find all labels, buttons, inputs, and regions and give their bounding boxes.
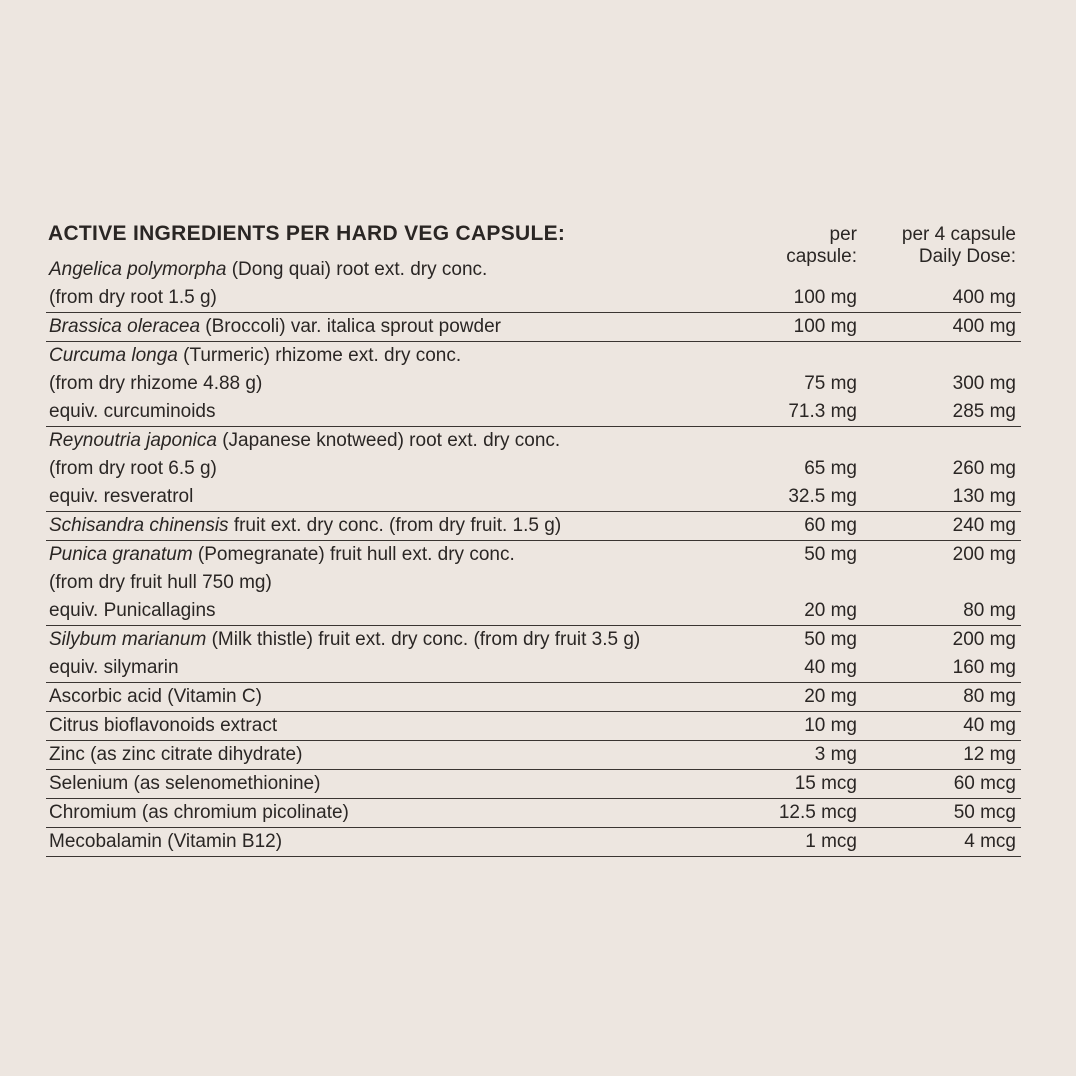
ingredient-name: [46, 259, 697, 281]
column-header-line: capsule:: [786, 246, 857, 267]
ingredient-description: Zinc (as zinc citrate dihydrate): [49, 744, 303, 765]
amount-daily-dose: 60 mcg: [953, 773, 1016, 794]
ingredient-name: [46, 544, 697, 566]
table-row: [46, 799, 1021, 827]
table-row: [46, 455, 1021, 483]
amount-per-capsule: 50 mg: [804, 544, 857, 565]
ingredient-description: Selenium (as selenomethionine): [49, 773, 321, 794]
ingredient-name: [46, 486, 697, 508]
amount-daily-dose: 300 mg: [952, 373, 1016, 394]
amount-daily-dose: 400 mg: [952, 316, 1016, 337]
amount-per-capsule: 40 mg: [804, 657, 857, 678]
ingredient-group: [46, 313, 1021, 342]
column-header-line: Daily Dose:: [918, 246, 1016, 267]
ingredient-description: Mecobalamin (Vitamin B12): [49, 831, 283, 852]
ingredient-description: (Turmeric) rhizome ext. dry conc.: [177, 345, 462, 366]
amount-daily-dose: 40 mg: [963, 715, 1016, 736]
table-row: [46, 541, 1021, 569]
table-row: [46, 712, 1021, 740]
table-row: [46, 828, 1021, 856]
ingredient-description: (Milk thistle) fruit ext. dry conc. (from dry fruit 3.5 g): [206, 629, 641, 650]
table-row: [46, 683, 1021, 711]
table-header: [46, 222, 1021, 267]
ingredient-botanical-name: Angelica polymorpha: [49, 259, 227, 280]
page-title: ACTIVE INGREDIENTS PER HARD VEG CAPSULE:: [48, 222, 566, 245]
ingredient-botanical-name: Punica granatum: [49, 544, 193, 565]
ingredient-description: Citrus bioflavonoids extract: [49, 715, 278, 736]
amount-per-capsule: 100 mg: [793, 316, 857, 337]
amount-per-capsule: 75 mg: [804, 373, 857, 394]
amount-daily-dose: 12 mg: [963, 744, 1016, 765]
amount-per-capsule: 50 mg: [804, 629, 857, 650]
amount-per-capsule: 60 mg: [804, 515, 857, 536]
ingredients-table: [46, 256, 1021, 857]
amount-daily-dose: 285 mg: [952, 401, 1016, 422]
ingredient-description: (from dry fruit hull 750 mg): [49, 572, 272, 593]
ingredient-name: [46, 316, 697, 338]
ingredient-group: [46, 683, 1021, 712]
amount-daily-dose: 4 mcg: [964, 831, 1016, 852]
ingredient-group: [46, 427, 1021, 512]
amount-per-capsule: 1 mcg: [805, 831, 857, 852]
ingredient-description: (Broccoli) var. italica sprout powder: [200, 316, 501, 337]
ingredient-description: equiv. curcuminoids: [49, 401, 216, 422]
table-row: [46, 427, 1021, 455]
ingredient-description: (Dong quai) root ext. dry conc.: [226, 259, 488, 280]
amount-per-capsule: 20 mg: [804, 686, 857, 707]
table-row: [46, 512, 1021, 540]
column-header-daily-dose: [902, 224, 1016, 268]
column-header-line: per: [829, 224, 857, 245]
ingredient-group: [46, 342, 1021, 427]
column-header-per-capsule: [786, 224, 857, 268]
amount-daily-dose: 200 mg: [952, 544, 1016, 565]
table-row: [46, 741, 1021, 769]
ingredient-name: [46, 657, 697, 679]
ingredient-description: (from dry root 1.5 g): [49, 287, 217, 308]
amount-daily-dose: 80 mg: [963, 686, 1016, 707]
ingredients-panel: [46, 222, 1021, 857]
amount-per-capsule: 10 mg: [804, 715, 857, 736]
ingredient-description: fruit ext. dry conc. (from dry fruit. 1.5 g): [228, 515, 562, 536]
ingredient-name: [46, 430, 697, 452]
ingredient-name: [46, 373, 697, 395]
ingredient-description: Ascorbic acid (Vitamin C): [49, 686, 262, 707]
ingredient-name: [46, 572, 697, 594]
column-header-line: per 4 capsule: [901, 224, 1016, 245]
ingredient-name: [46, 287, 697, 309]
ingredient-name: [46, 515, 697, 537]
ingredient-group: [46, 799, 1021, 828]
ingredient-name: [46, 686, 697, 708]
ingredient-name: [46, 744, 697, 766]
amount-daily-dose: 400 mg: [952, 287, 1016, 308]
table-row: [46, 626, 1021, 654]
table-row: [46, 370, 1021, 398]
table-row: [46, 569, 1021, 597]
amount-daily-dose: 160 mg: [952, 657, 1016, 678]
amount-daily-dose: 260 mg: [952, 458, 1016, 479]
table-row: [46, 284, 1021, 312]
amount-daily-dose: 200 mg: [952, 629, 1016, 650]
ingredient-group: [46, 828, 1021, 857]
ingredient-botanical-name: Silybum marianum: [49, 629, 207, 650]
ingredient-group: [46, 626, 1021, 683]
ingredient-description: equiv. Punicallagins: [49, 600, 216, 621]
table-row: [46, 654, 1021, 682]
ingredient-name: [46, 401, 697, 423]
ingredient-name: [46, 458, 697, 480]
ingredient-name: [46, 345, 697, 367]
ingredient-description: equiv. silymarin: [49, 657, 179, 678]
ingredient-group: [46, 770, 1021, 799]
ingredient-botanical-name: Schisandra chinensis: [49, 515, 229, 536]
ingredient-group: [46, 256, 1021, 313]
table-row: [46, 342, 1021, 370]
table-row: [46, 597, 1021, 625]
ingredient-description: (from dry rhizome 4.88 g): [49, 373, 263, 394]
ingredient-name: [46, 629, 697, 651]
ingredient-name: [46, 600, 697, 622]
amount-per-capsule: 20 mg: [804, 600, 857, 621]
amount-daily-dose: 80 mg: [963, 600, 1016, 621]
ingredient-botanical-name: Curcuma longa: [49, 345, 178, 366]
amount-daily-dose: 240 mg: [952, 515, 1016, 536]
ingredient-group: [46, 741, 1021, 770]
amount-daily-dose: 50 mcg: [953, 802, 1016, 823]
amount-per-capsule: 71.3 mg: [788, 401, 857, 422]
amount-daily-dose: 130 mg: [952, 486, 1016, 507]
table-row: [46, 313, 1021, 341]
table-row: [46, 770, 1021, 798]
ingredient-group: [46, 712, 1021, 741]
table-row: [46, 483, 1021, 511]
ingredient-name: [46, 773, 697, 795]
amount-per-capsule: 3 mg: [814, 744, 857, 765]
ingredient-description: equiv. resveratrol: [49, 486, 194, 507]
ingredient-botanical-name: Reynoutria japonica: [49, 430, 217, 451]
ingredient-group: [46, 512, 1021, 541]
amount-per-capsule: 32.5 mg: [788, 486, 857, 507]
amount-per-capsule: 65 mg: [804, 458, 857, 479]
table-row: [46, 398, 1021, 426]
ingredient-botanical-name: Brassica oleracea: [49, 316, 201, 337]
ingredient-name: [46, 715, 697, 737]
ingredient-description: (from dry root 6.5 g): [49, 458, 217, 479]
amount-per-capsule: 100 mg: [793, 287, 857, 308]
table-row: [46, 256, 1021, 284]
ingredient-name: [46, 831, 697, 853]
ingredient-description: (Pomegranate) fruit hull ext. dry conc.: [192, 544, 515, 565]
ingredient-description: Chromium (as chromium picolinate): [49, 802, 349, 823]
amount-per-capsule: 12.5 mcg: [778, 802, 857, 823]
ingredient-description: (Japanese knotweed) root ext. dry conc.: [216, 430, 561, 451]
amount-per-capsule: 15 mcg: [794, 773, 857, 794]
ingredient-name: [46, 802, 697, 824]
ingredient-group: [46, 541, 1021, 626]
